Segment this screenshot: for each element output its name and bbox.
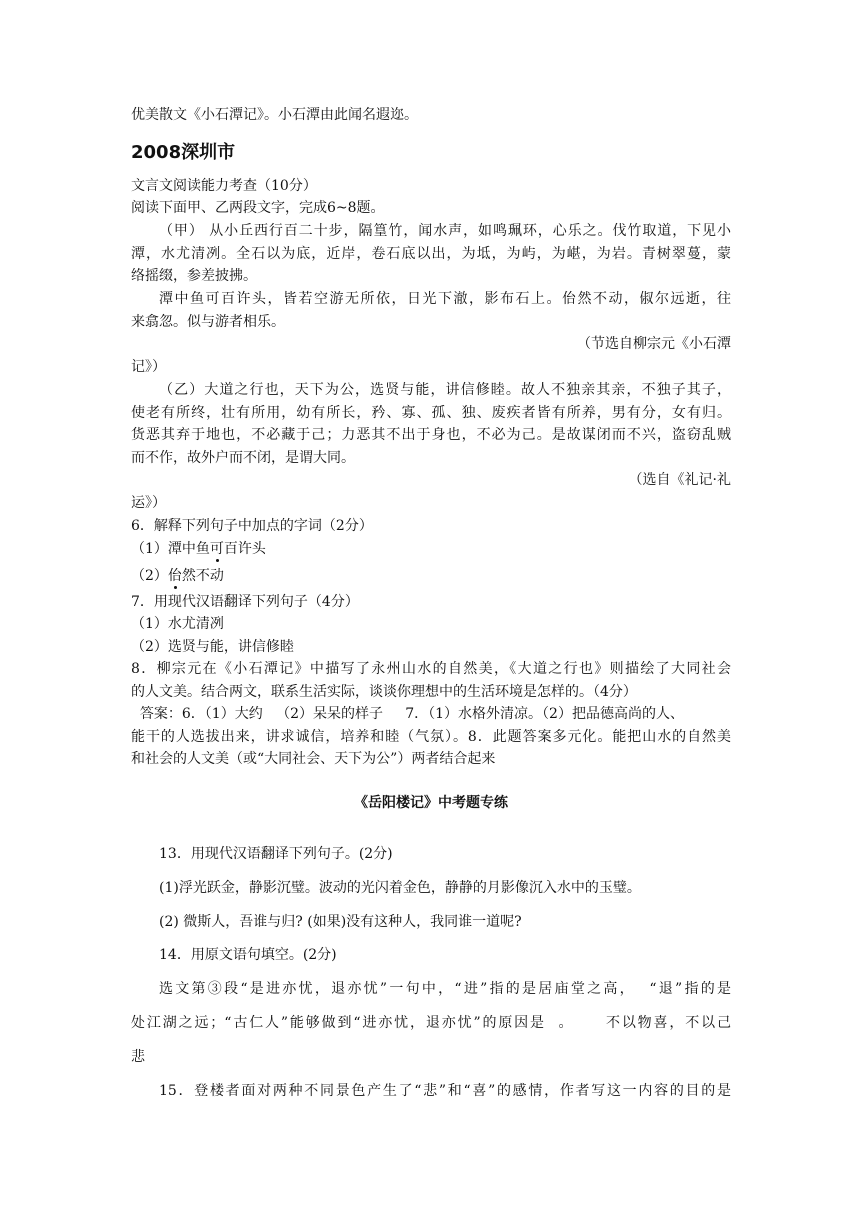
yi-source: （选自《礼记·礼 (628, 472, 731, 488)
q6-item2-dotted-char: 佁 (167, 568, 182, 584)
jia-paragraph-line: 来翕忽。似与游者相乐。 (131, 314, 285, 330)
q6-item1-post: 百许头 (223, 541, 266, 557)
q7-item1: （1）水尤清冽 (131, 616, 224, 632)
q14-line: 选文第③段“是进亦忧，退亦忧”一句中，“进”指的是居庙堂之高， “退”指的是 (159, 981, 731, 997)
q8-line: 的人文美。结合两文，联系生活实际，谈谈你理想中的生活环境是怎样的。（4分） (131, 684, 637, 700)
jia-source-cont: 记》） (131, 359, 166, 375)
q6-item2-post: 然不动 (181, 568, 224, 584)
q14-title: 14．用原文语句填空。(2分) (159, 947, 337, 963)
jia-paragraph-line: 络摇缀，参差披拂。 (131, 268, 257, 284)
yi-paragraph-line: 使老有所终，壮有所用，幼有所长，矜、寡、孤、独、废疾者皆有所养，男有分，女有归。 (131, 405, 731, 421)
q14-line: 处江湖之远；“古仁人”能够做到“进亦忧，退亦忧”的原因是 。 不以物喜，不以己 (131, 1015, 731, 1031)
answer-line: 答案：6．（1）大约 （2）呆呆的样子 7．（1）水格外清凉。（2）把品德高尚的人、 (131, 706, 684, 722)
q13-title: 13．用现代汉语翻译下列句子。(2分) (159, 846, 393, 862)
q6-item1 (131, 539, 731, 559)
q6-item1-pre: （1）潭中鱼 (131, 541, 210, 557)
q7-item2: （2）选贤与能，讲信修睦 (131, 639, 294, 655)
q15-line: 15．登楼者面对两种不同景色产生了“悲”和“喜”的感情，作者写这一内容的目的是 (159, 1083, 731, 1099)
exam-heading: 文言文阅读能力考查（10分） (131, 178, 317, 194)
q13-item2: (2) 微斯人，吾谁与归? (如果)没有这种人，我同谁一道呢? (159, 914, 522, 930)
q13-item1: (1)浮光跃金，静影沉璧。波动的光闪着金色，静静的月影像沉入水中的玉璧。 (159, 880, 641, 896)
yueyang-title: 《岳阳楼记》中考题专练 (354, 795, 508, 811)
q7-title: 7．用现代汉语翻译下列句子（4分） (131, 594, 359, 610)
jia-paragraph-line: 潭，水尤清冽。全石以为底，近岸，卷石底以出，为坻，为屿，为嵁，为岩。青树翠蔓，蒙 (131, 246, 731, 262)
q14-line: 悲 (131, 1049, 145, 1065)
instruction: 阅读下面甲、乙两段文字，完成6~8题。 (131, 200, 385, 216)
yi-paragraph-line: （乙）大道之行也，天下为公，选贤与能，讲信修睦。故人不独亲其亲，不独子其子， (159, 382, 731, 398)
q6-title: 6．解释下列句子中加点的字词（2分） (131, 518, 373, 534)
answer-line: 和社会的人文美（或“大同社会、天下为公”）两者结合起来 (131, 751, 496, 767)
jia-paragraph-line: 潭中鱼可百许头，皆若空游无所依，日光下澈，影布石上。佁然不动，俶尔远逝，往 (159, 291, 731, 307)
answer-line: 能干的人选拔出来，讲求诚信，培养和睦（气氛）。8．此题答案多元化。能把山水的自然美 (131, 729, 731, 745)
q6-item2 (131, 566, 731, 586)
yi-paragraph-line: 货恶其弃于地也，不必藏于己；力恶其不出于身也，不必为己。是故谋闭而不兴，盗窃乱贼 (131, 427, 731, 443)
intro-line: 优美散文《小石潭记》。小石潭由此闻名遐迩。 (131, 107, 418, 123)
q6-item1-dotted-char: 可 (209, 541, 224, 557)
q6-item2-pre: （2） (131, 568, 168, 584)
yi-paragraph-line: 而不作，故外户而不闭，是谓大同。 (131, 450, 355, 466)
section-title: 2008深圳市 (131, 142, 236, 163)
yi-source-cont: 运》） (131, 495, 166, 511)
q8-line: 8．柳宗元在《小石潭记》中描写了永州山水的自然美，《大道之行也》则描绘了大同社会 (131, 661, 731, 677)
jia-paragraph-line: （甲） 从小丘西行百二十步，隔篁竹，闻水声，如鸣珮环，心乐之。伐竹取道，下见小 (159, 223, 731, 239)
jia-source: （节选自柳宗元《小石潭 (577, 336, 731, 352)
